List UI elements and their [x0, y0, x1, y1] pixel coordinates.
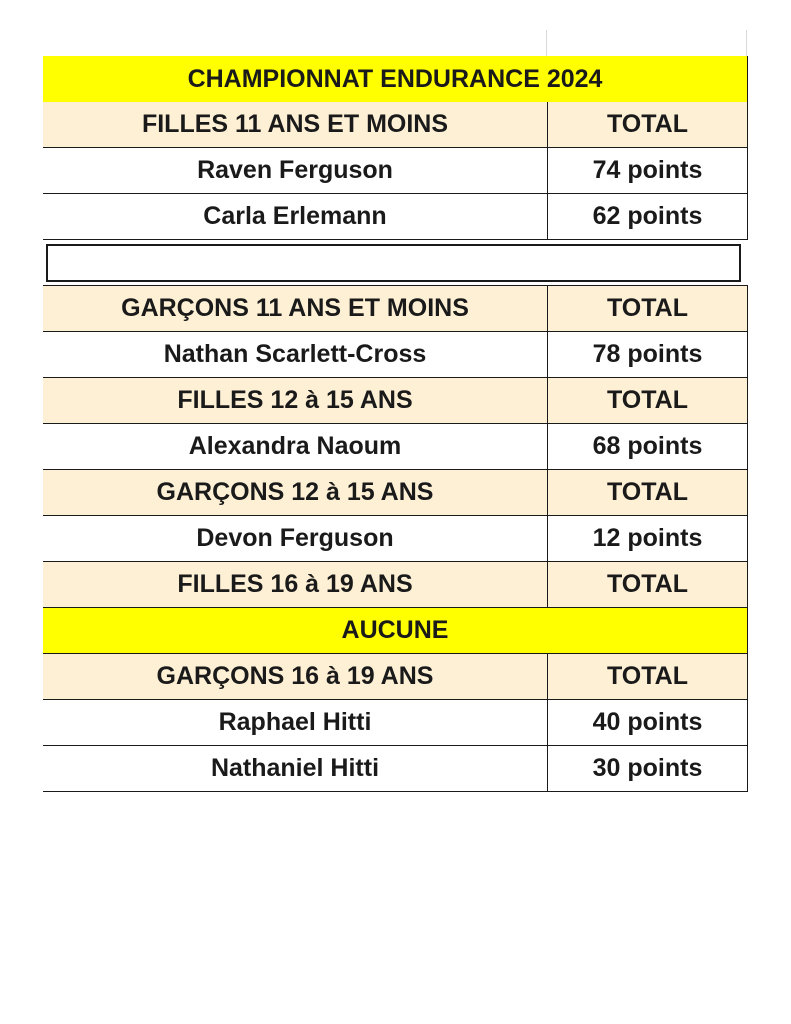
category-label: GARÇONS 12 à 15 ANS	[156, 478, 434, 506]
table-row	[43, 746, 748, 792]
no-entry-row	[43, 608, 748, 654]
title-row	[43, 56, 748, 102]
no-entry-label: AUCUNE	[43, 608, 748, 653]
participant-points: 40 points	[547, 700, 748, 745]
participant-name: Alexandra Naoum	[188, 432, 402, 460]
table-row	[43, 148, 748, 194]
table-row	[43, 700, 748, 746]
category-header-row	[43, 378, 748, 424]
category-header-row	[43, 286, 748, 332]
total-header: TOTAL	[547, 654, 748, 699]
participant-points: 74 points	[547, 148, 748, 193]
total-header: TOTAL	[547, 378, 748, 423]
category-label: FILLES 12 à 15 ANS	[177, 386, 413, 414]
category-header-row	[43, 562, 748, 608]
participant-points: 12 points	[547, 516, 748, 561]
table-row	[43, 424, 748, 470]
table-row	[43, 516, 748, 562]
participant-name: Carla Erlemann	[203, 202, 387, 230]
participant-name: Raphael Hitti	[218, 708, 372, 736]
empty-cell-box	[46, 244, 741, 282]
participant-points: 68 points	[547, 424, 748, 469]
category-label: GARÇONS 16 à 19 ANS	[156, 662, 434, 690]
total-header: TOTAL	[547, 102, 748, 147]
participant-name: Raven Ferguson	[197, 156, 393, 184]
participant-points: 30 points	[547, 746, 748, 791]
table-row	[43, 332, 748, 378]
spreadsheet-grid-lines	[546, 30, 747, 56]
category-header-row	[43, 470, 748, 516]
participant-points: 62 points	[547, 194, 748, 239]
category-label: FILLES 16 à 19 ANS	[177, 570, 413, 598]
participant-name: Devon Ferguson	[196, 524, 394, 552]
participant-name: Nathan Scarlett-Cross	[163, 340, 427, 368]
category-header-row	[43, 654, 748, 700]
category-header-row	[43, 102, 748, 148]
participant-points: 78 points	[547, 332, 748, 377]
total-header: TOTAL	[547, 470, 748, 515]
total-header: TOTAL	[547, 286, 748, 331]
total-header: TOTAL	[547, 562, 748, 607]
empty-spacer-row	[43, 240, 748, 286]
table-title: CHAMPIONNAT ENDURANCE 2024	[43, 56, 748, 102]
table-row	[43, 194, 748, 240]
championship-table	[43, 56, 748, 792]
participant-name: Nathaniel Hitti	[210, 754, 380, 782]
category-label: FILLES 11 ANS ET MOINS	[141, 110, 449, 138]
category-label: GARÇONS 11 ANS ET MOINS	[121, 294, 469, 322]
